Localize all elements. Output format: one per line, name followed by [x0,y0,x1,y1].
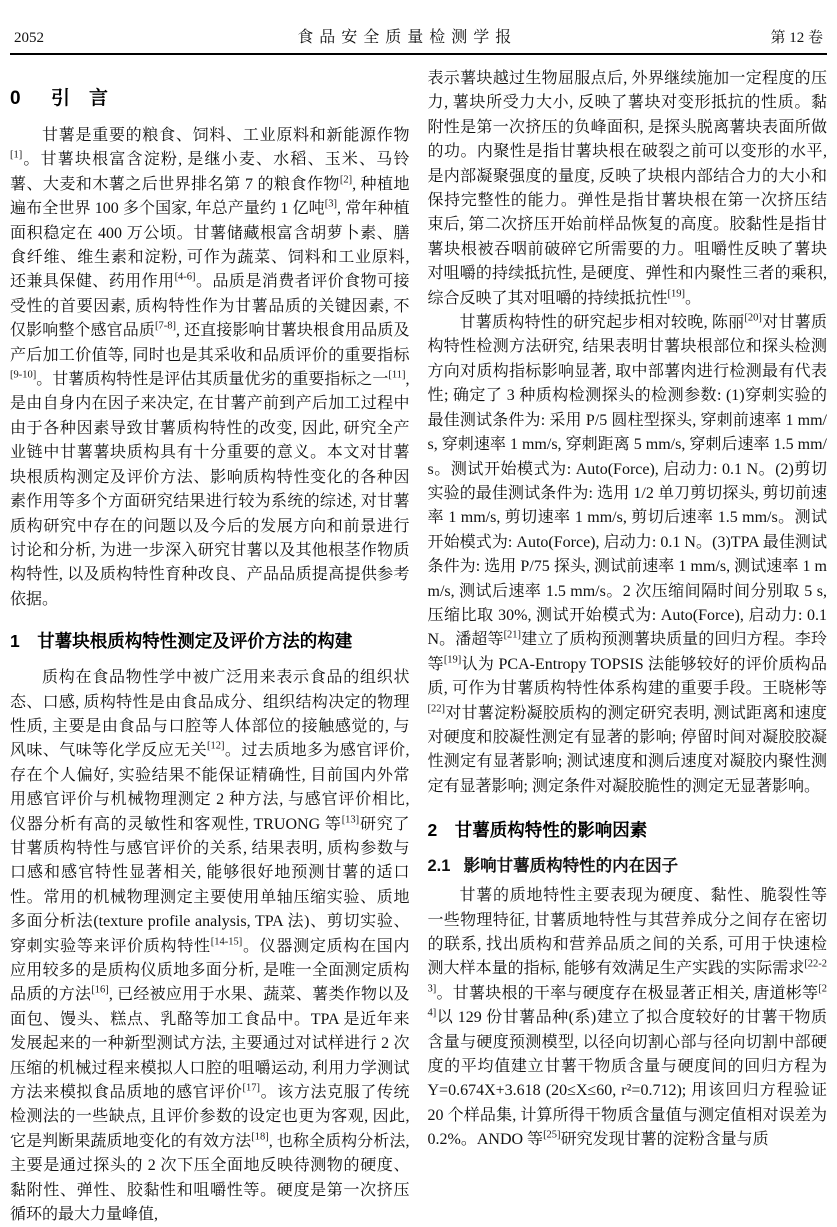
section-number: 0 [10,88,21,109]
content-columns [10,55,827,1227]
volume-label: 第 12 卷 [770,30,823,46]
section-number: 2 [427,820,438,841]
section-number: 1 [10,631,20,652]
section-title: 甘薯块根质构特性测定及评价方法的构建 [37,631,353,652]
measurement-methods-paragraph: 质构在食品物性学中被广泛用来表示食品的组织状态、口感, 质构特性是由食品成分、组织结构决定的物理性质, 主要是由食品与口腔等人体部位的接触感觉的, 与风味、气味等化学反应无关[12]。过去质地多为感官评价, 存在个人偏好, 实验结果不能保证精确性, 目前国内外常用感官评价与机械物理测定 2 种方法, 与感官评价相比, 仪器分析有高的灵敏性和客观性, TRUONG 等[13]研究了甘薯质构特性与感官评价的关系, 结果表明, 质构参数与口感和感官特性显著相关, 能够很好地预测甘薯的适口性。常用的机械物理测定主要使用单轴压缩实验、质地多面分析法(texture profile analysis, TPA 法)、剪切实验、穿刺实验等来评价质构特性[14-15]。仪器测定质构在国内应用较多的是质构仪质地多面分析, 是唯一全面测定质构品质的方法[16], 已经被应用于水果、蔬菜、薯类作物以及面包、馒头、糕点、乳酪等加工食品中。TPA 是近年来发展起来的一种新型测试方法, 主要通过对试样进行 2 次压缩的机械过程来模拟人口腔的咀嚼运动, 利用力学测试方法来模拟食品质地的感官评价[17]。该方法克服了传统检测法的一些缺点, 且评价参数的设定也更为客观, 因此, 它是判断果蔬质地变化的有效方法[18], 也称全质构分析法, 主要是通过探头的 2 次下压全面地反映待测物的硬度、黏附性、弹性、胶黏性和咀嚼性等。硬度是第一次挤压循环的最大力量峰值, [10,669,410,1224]
section-title: 影响甘薯质构特性的内在因子 [463,857,679,876]
tpa-continuation-paragraph: 表示薯块越过生物屈服点后, 外界继续施加一定程度的压力, 薯块所受力大小, 反映了薯块对变形抵抗的性质。黏附性是第一次挤压的负峰面积, 是探头脱离薯块表面所做的功。内聚性是指甘薯块根在破裂之前可以变形的水平, 是内部凝聚强度的量度, 反映了块根内部结合力的大小和保持完整性的能力。弹性是指甘薯块根在第一次挤压结束后, 第二次挤压开始前样品恢复的高度。胶黏性是指甘薯块根被吞咽前破碎它所需要的力。咀嚼性反映了薯块对咀嚼的持续抵抗性, 是硬度、弹性和内聚性三者的乘积, 综合反映了其对咀嚼的持续抵抗性[19]。 [427,70,827,307]
detection-parameters-paragraph: 甘薯质构特性的研究起步相对较晚, 陈丽[20]对甘薯质构特性检测方法研究, 结果表明甘薯块根部位和探头检测方向对质构指标影响显著, 取中部薯肉进行检测最有代表性; 确定了 3 种质构检测探头的检测参数: (1)穿刺实验的最佳测试条件为: 采用 P/5 圆柱型探头, 穿刺前速率 1 mm/s, 穿刺速率 1 mm/s, 穿刺距离 5 mm/s, 穿刺后速率 1.5 mm/s。测试开始模式为: Auto(Force), 启动力: 0.1 N。(2)剪切实验的最佳测试条件为: 选用 1/2 单刀剪切探头, 剪切前速率 1 mm/s, 剪切速率 1 mm/s, 剪切后速率 1.5 mm/s。测试开始模式为: Auto(Force), 启动力: 0.1 N。(3)TPA 最佳测试条件为: 选用 P/75 探头, 测试前速率 1 mm/s, 测试速率 1 mm/s, 测试后速率 1.5 mm/s。2 次压缩间隔时间分别取 5 s, 压缩比取 30%, 测试开始模式为: Auto(Force), 启动力: 0.1 N。潘超等[21]建立了质构预测薯块质量的回归方程。李玲等[19]认为 PCA-Entropy TOPSIS 法能够较好的评价质构品质, 可作为甘薯质构特性体系构建的重要手段。王晓彬等[22]对甘薯淀粉凝胶质构的测定研究表明, 测试距离和速度对硬度和胶凝性测定有显著的影响; 停留时间对凝胶胶凝性测定有显著影响; 测试速度和测后速度对凝胶内聚性测定有显著影响; 测定条件对凝胶脆性的测定无显著影响。 [427,312,827,795]
left-column [10,67,410,1227]
page-header [10,0,827,53]
right-column [428,67,828,1227]
intro-paragraph: 甘薯是重要的粮食、饲料、工业原料和新能源作物[1]。甘薯块根富含淀粉, 是继小麦、水稻、玉米、马铃薯、大麦和木薯之后世界排名第 7 的粮食作物[2], 种植地遍布全世界 100 多个国家, 年总产量约 1 亿吨[3], 常年种植面积稳定在 400 万公顷。甘薯储藏根富含胡萝卜素、膳食纤维、维生素和淀粉, 可作为蔬菜、饲料和工业原料, 还兼具保健、药用作用[4-6]。品质是消费者评价食物可接受性的首要因素, 质构特性作为甘薯品质的关键因素, 不仅影响整个感官品质[7-8], 还直接影响甘薯块根食用品质及产后加工价值等, 同时也是其采收和品质评价的重要指标[9-10]。甘薯质构特性是评估其质量优劣的重要指标之一[11], 是由自身内在因子来决定, 在甘薯产前到产后加工过程中由于各种因素导致甘薯质构特性的改变, 因此, 研究全产业链中甘薯薯块质构具有十分重要的意义。本文对甘薯块根质构测定及评价方法、影响质构特性变化的各种因素作用等多个方面研究结果进行较为系统的综述, 对甘薯质构研究中存在的问题以及今后的发展方向和前景进行讨论和分析, 为进一步深入研究甘薯以及其他根茎作物质构特性, 以及质构特性育种改良、产品品质提高提供参考依据。 [10,127,410,608]
section-heading-0 [10,83,410,110]
section-heading-2 [428,817,828,842]
section-heading-1 [10,628,410,653]
page-number: 2052 [14,30,44,46]
section-title: 甘薯质构特性的影响因素 [454,820,648,841]
section-title: 引 言 [50,88,108,109]
internal-factors-paragraph: 甘薯的质地特性主要表现为硬度、黏性、脆裂性等一些物理特征, 甘薯质地特性与其营养成分之间存在密切的联系, 找出质构和营养品质之间的关系, 可用于快速检测大样本量的指标, 能够有效满足生产实践的实际需求[22-23]。甘薯块根的干率与硬度存在极显著正相关, 唐道彬等[24]以 129 份甘薯品种(系)建立了拟合度较好的甘薯干物质含量与硬度预测模型, 以径向切割心部与径向切割中部硬度的平均值建立甘薯干物质含量与硬度间的回归方程为 Y=0.674X+3.618 (20≤X≤60, r²=0.712); 用该回归方程验证 20 个样品集, 计算所得干物质含量值与测定值相对误差为 0.2%。ANDO 等[25]研究发现甘薯的淀粉含量与质 [427,887,827,1149]
section-heading-2-1 [428,852,828,876]
section-number: 2.1 [427,857,451,876]
journal-title: 食品安全质量检测学报 [297,29,518,46]
